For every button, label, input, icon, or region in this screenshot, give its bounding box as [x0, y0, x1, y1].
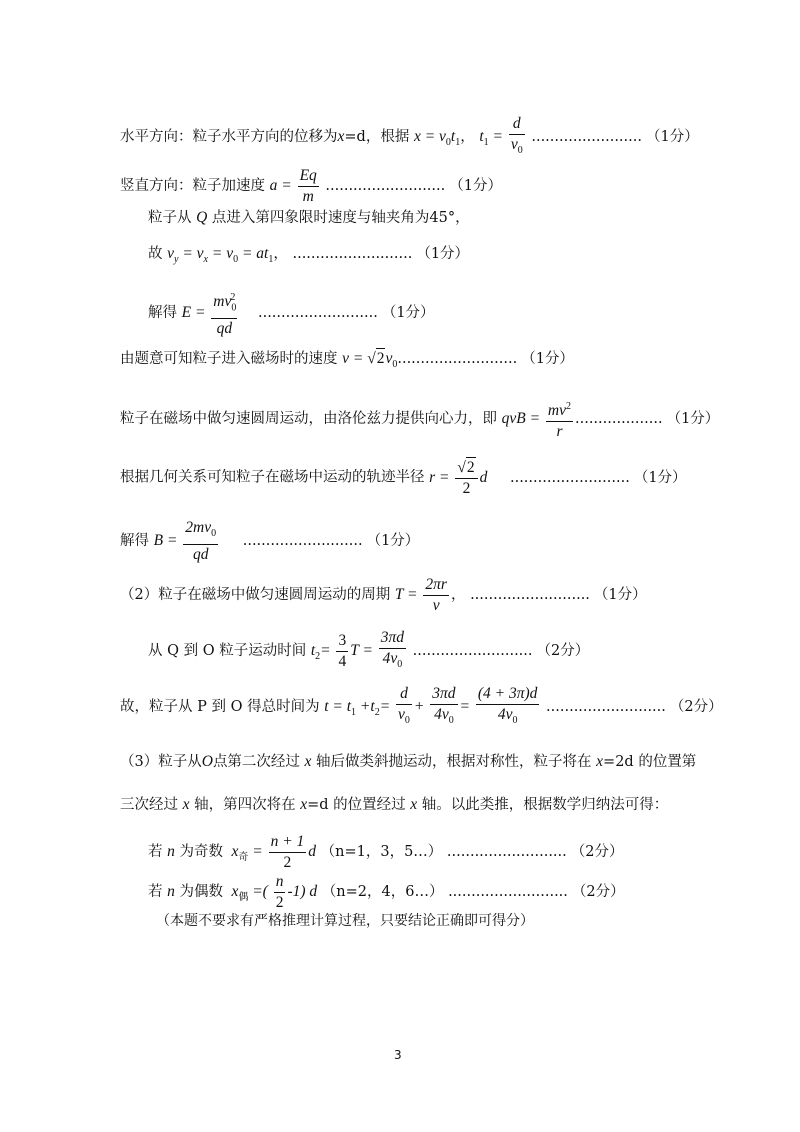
formula-r: r = $\frac{√2}{2}$ d	[429, 459, 488, 497]
formula-total-time: $t = t_1 +t_2=$ $\frac{d}{v_0}$ + $\frac{3\pi d}{4v_0}$ = $\frac{(4 + 3\pi)d}{4v_0}$	[324, 685, 538, 727]
total-time-line: 故，粒子从 P 到 O 得总时间为 $t = t_1 +t_2=$ $\frac{d}{v_0}$ + $\frac{3\pi d}{4v_0}$ = $\frac{(4 + 3\pi)d}{4v_0}$ .......................... （2分）	[120, 685, 723, 727]
grading-note: （本题不要求有严格推理计算过程，只要结论正确即可得分）	[156, 913, 534, 929]
formula-vy-vx: $v_y = v_x = v_0 = at_1$	[167, 245, 274, 266]
velocity-equality-line: 故 $v_y = v_x = v_0 = at_1$， .......................... （1分）	[148, 245, 470, 266]
q-point-line: 粒子从 Q 点进入第四象限时速度与轴夹角为45°，	[148, 209, 470, 226]
solve-e-line: 解得 E = $\frac{mv_0^2}{qd}$ .......................... （1分）	[148, 288, 435, 339]
vertical-direction-line: 竖直方向：粒子加速度 a = $\frac{Eq}{m}$ .......................... （1分）	[120, 167, 502, 205]
entry-velocity-line: 由题意可知粒子进入磁场时的速度 $v = √2v_0$.......................... （1分）	[120, 350, 574, 371]
formula-acceleration: a = $\frac{Eq}{m}$	[269, 167, 317, 205]
formula-v-sqrt2v0: $v = √2v_0$	[342, 350, 398, 371]
lorentz-force-line: 粒子在磁场中做匀速圆周运动，由洛伦兹力提供向心力，即 qvB = $\frac{mv^2}{r}$ ................... （1分）	[120, 397, 719, 442]
solve-b-line: 解得 B = $\frac{2mv_0}{qd}$ .......................... （1分）	[120, 519, 420, 564]
formula-t2: $t_2=$ $\frac{3}{4}$ T = $\frac{3\pi d}{4v_0}$	[310, 629, 405, 671]
formula-x-odd: $x_奇$ = $\frac{n + 1}{2}$ d	[227, 833, 317, 871]
formula-t1: $t_1$ = $\frac{d}{v_0}$	[479, 115, 523, 157]
formula-period: T = $\frac{2\pi r}{v}$	[394, 576, 447, 614]
horizontal-direction-line: 水平方向：粒子水平方向的位移为x=d，根据 $x = v_0t_1$， $t_1$ = $\frac{d}{v_0}$ ........................ （1分）	[120, 115, 699, 157]
period-line: （2）粒子在磁场中做匀速圆周运动的周期 T = $\frac{2\pi r}{v}$ ， .......................... （1分）	[120, 576, 647, 614]
page-number: 3	[394, 1048, 402, 1062]
formula-x-even: $x_偶$ =( $\frac{n}{2}$ -1) d	[227, 873, 318, 911]
formula-qvb: qvB = $\frac{mv^2}{r}$	[502, 410, 575, 427]
part3-line1: （3）粒子从O点第二次经过 x 轴后做类斜抛运动，根据对称性，粒子将在 x=2d 的位置第	[120, 753, 697, 770]
formula-b: B = $\frac{2mv_0}{qd}$	[153, 519, 217, 564]
odd-case-line: 若 n 为奇数 $x_奇$ = $\frac{n + 1}{2}$ d （n=1，3，5…） .......................... （2分）	[148, 833, 624, 871]
formula-x-v0t1: $x = v_0t_1$	[413, 128, 461, 149]
radius-line: 根据几何关系可知粒子在磁场中运动的轨迹半径 r = $\frac{√2}{2}$ d .......................... （1分）	[120, 459, 687, 497]
formula-e: E = $\frac{mv_0^2}{qd}$	[182, 304, 240, 321]
even-case-line: 若 n 为偶数 $x_偶$ =( $\frac{n}{2}$ -1) d （n=2，4，6…） .......................... （2分）	[148, 873, 625, 911]
part3-line2: 三次经过 x 轴，第四次将在 x=d 的位置经过 x 轴。以此类推，根据数学归纳法可得：	[120, 796, 669, 813]
time-q-to-o-line: 从 Q 到 O 粒子运动时间 $t_2=$ $\frac{3}{4}$ T = $\frac{3\pi d}{4v_0}$ .......................... （2分）	[148, 629, 590, 671]
